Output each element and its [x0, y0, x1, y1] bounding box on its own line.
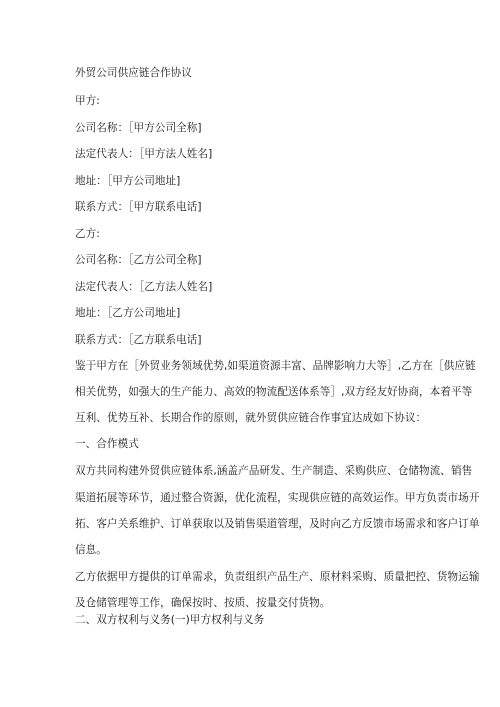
section-1-paragraph-2-line: 乙方依据甲方提供的订单需求，负责组织产品生产、原材料采购、质量把控、货物运输: [75, 571, 480, 583]
preamble-line: 相关优势，如强大的生产能力、高效的物流配送体系等］,双方经友好协商，本着平等: [75, 386, 473, 398]
preamble-line: 互利、优势互补、长期合作的原则，就外贸供应链合作事宜达成如下协议：: [75, 412, 427, 424]
party-b-heading: 乙方:: [75, 228, 100, 240]
party-a-contact: 联系方式：［甲方联系电话]: [75, 201, 202, 213]
section-1-paragraph-2-line: 及仓储管理等工作，确保按时、按质、按量交付货物。: [75, 597, 331, 609]
party-b-representative: 法定代表人：［乙方法人姓名]: [75, 281, 213, 293]
section-1-paragraph-1-line: 双方共同构建外贸供应链体系,涵盖产品研发、生产制造、采购供应、仓储物流、销售: [75, 465, 473, 477]
party-a-company: 公司名称：［甲方公司全称]: [75, 122, 202, 134]
section-1-heading: 一、合作模式: [75, 438, 139, 450]
document-title: 外贸公司供应链合作协议: [75, 67, 193, 79]
party-b-address: 地址：［乙方公司地址]: [75, 307, 181, 319]
party-a-address: 地址：［甲方公司地址]: [75, 175, 181, 187]
party-a-representative: 法定代表人：［甲方法人姓名]: [75, 148, 213, 160]
section-2-heading: 二、双方权利与义务(一)甲方权利与义务: [75, 614, 265, 626]
section-1-paragraph-1-line: 信息。: [75, 544, 107, 556]
party-a-heading: 甲方:: [75, 95, 100, 107]
party-b-company: 公司名称：［乙方公司全称]: [75, 254, 202, 266]
section-1-paragraph-1-line: 拓、客户关系维护、订单获取以及销售渠道管理，及时向乙方反馈市场需求和客户订单: [75, 518, 480, 530]
preamble-line: 鉴于甲方在［外贸业务领域优势,如渠道资源丰富、品牌影响力大等］,乙方在［供应链: [75, 360, 476, 372]
party-b-contact: 联系方式：［乙方联系电话]: [75, 334, 202, 346]
section-1-paragraph-1-line: 渠道拓展等环节，通过整合资源，优化流程，实现供应链的高效运作。甲方负责市场开: [75, 492, 480, 504]
